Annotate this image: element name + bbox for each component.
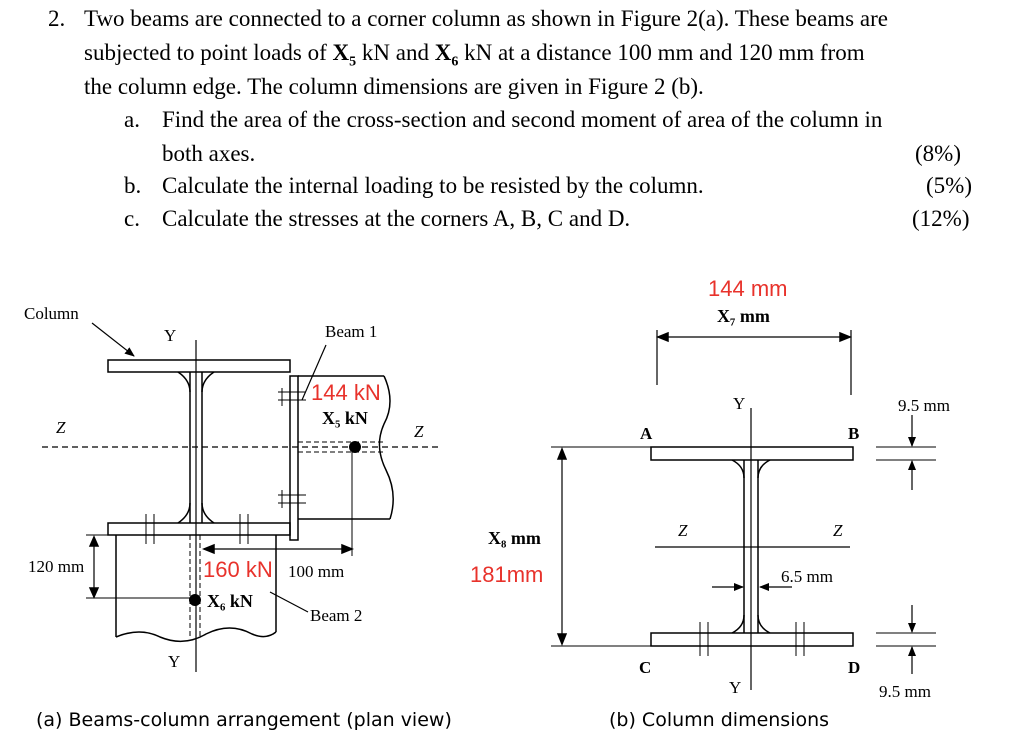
section-top-flange bbox=[651, 447, 853, 460]
corner-b: B bbox=[848, 424, 860, 443]
beam-1-label: Beam 1 bbox=[325, 322, 378, 341]
load-2-label: X₆ kN bbox=[207, 591, 253, 611]
fig-b-z-left: Z bbox=[678, 521, 688, 540]
corner-c: C bbox=[639, 658, 652, 677]
part-a-text-cont: both axes. bbox=[162, 141, 256, 166]
flange-top-thickness: 9.5 mm bbox=[898, 396, 950, 415]
question-line-2: subjected to point loads of $X_5$ kN and $X_6$ kN at a distance 100 mm and 120 mm from bbox=[84, 40, 865, 70]
load-point-x5 bbox=[349, 441, 361, 453]
figure-b-drawing bbox=[551, 330, 936, 690]
part-c-letter: c. bbox=[124, 206, 140, 231]
width-label: X₇ mm bbox=[717, 306, 770, 326]
part-a-text: Find the area of the cross-section and second moment of area of the column in bbox=[162, 107, 883, 132]
part-b-mark: (5%) bbox=[926, 173, 972, 198]
corner-a: A bbox=[640, 424, 653, 443]
fig-b-y-top: Y bbox=[733, 394, 746, 413]
question-line-3: the column edge. The column dimensions are given in Figure 2 (b). bbox=[84, 74, 704, 99]
load-2-value: 160 kN bbox=[203, 557, 273, 582]
part-c-mark: (12%) bbox=[912, 206, 970, 231]
fig-b-y-bottom: Y bbox=[729, 678, 742, 697]
fig-a-y-bottom: Y bbox=[168, 652, 181, 671]
web-thickness: 6.5 mm bbox=[781, 567, 833, 586]
beam-1-end-plate bbox=[290, 376, 298, 540]
column-top-flange bbox=[108, 360, 290, 372]
section-bottom-flange bbox=[651, 633, 853, 646]
column-label: Column bbox=[24, 304, 79, 323]
height-label: X₈ mm bbox=[488, 528, 541, 548]
question-line-1: Two beams are connected to a corner column as shown in Figure 2(a). These beams are bbox=[84, 6, 888, 31]
load-1-label: X₅ kN bbox=[322, 408, 368, 428]
load-point-x6 bbox=[189, 594, 201, 606]
fig-a-z-right: Z bbox=[414, 422, 424, 441]
flange-bottom-thickness: 9.5 mm bbox=[879, 682, 931, 701]
part-c-text: Calculate the stresses at the corners A, B, C and D. bbox=[162, 206, 631, 231]
dimension-120mm: 120 mm bbox=[28, 557, 85, 576]
fig-a-z-left: Z bbox=[56, 418, 66, 437]
load-1-value: 144 kN bbox=[311, 380, 381, 405]
part-b-letter: b. bbox=[124, 173, 142, 198]
figure-a-caption: (a) Beams-column arrangement (plan view) bbox=[36, 709, 452, 731]
figure-b-caption: (b) Column dimensions bbox=[609, 709, 830, 731]
width-value: 144 mm bbox=[708, 276, 788, 301]
dimension-100mm: 100 mm bbox=[288, 562, 345, 581]
corner-d: D bbox=[848, 658, 861, 677]
question-number: 2. bbox=[48, 6, 66, 31]
part-a-mark: (8%) bbox=[915, 141, 961, 166]
fig-b-z-right: Z bbox=[833, 521, 843, 540]
column-bottom-flange bbox=[108, 523, 290, 535]
figure-a-drawing bbox=[42, 323, 440, 672]
fig-a-y-top: Y bbox=[164, 326, 177, 345]
part-a-letter: a. bbox=[124, 107, 140, 132]
beam-2-label: Beam 2 bbox=[310, 606, 363, 625]
height-value: 181mm bbox=[470, 562, 544, 587]
part-b-text: Calculate the internal loading to be resisted by the column. bbox=[162, 173, 704, 198]
